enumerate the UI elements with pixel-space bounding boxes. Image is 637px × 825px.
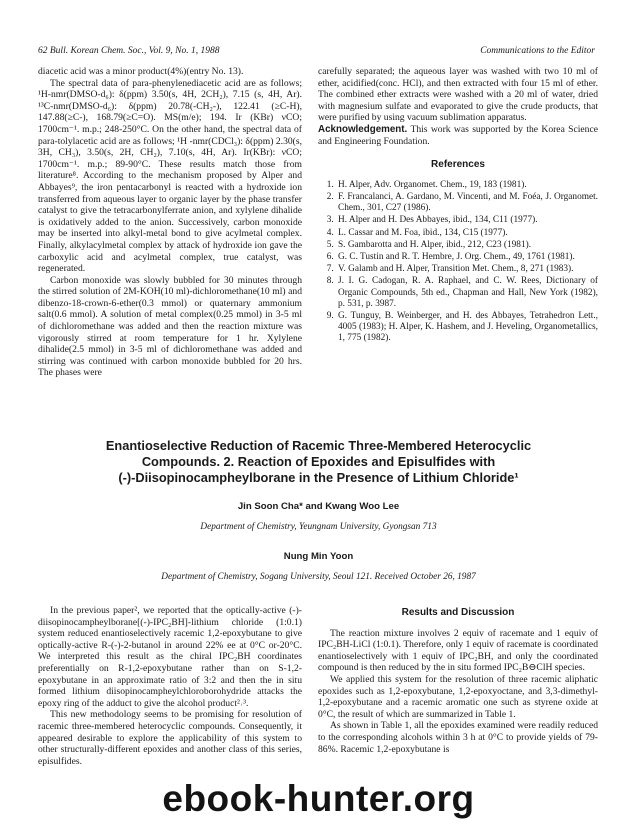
affiliation-secondary: Department of Chemistry, Sogang University, Seoul 121. Received October 26, 1987 (161, 572, 476, 582)
title-line: Enantioselective Reduction of Racemic Three-Membered Heterocyclic (105, 438, 532, 453)
paragraph: We applied this system for the resolution of three racemic aliphatic epoxides such as 1,2-epoxybutane, 1,2-epoxyoctane, and 3,3-dimethyl-1,2-epoxybutane and a racemic aromatic one such as styrene oxide at 0°C, the result of which are summarized in Table 1. (318, 673, 598, 720)
reference-item: 2. F. Francalanci, A. Gardano, M. Vincenti, and M. Foéa, J. Organomet. Chem., 301, C27 (1986). (336, 192, 598, 214)
title-line: (-)-Diisopinocampheylborane in the Presence of Lithium Chloride¹ (118, 470, 519, 485)
reference-item: 6. G. C. Tustin and R. T. Hembre, J. Org. Chem., 49, 1761 (1981). (336, 252, 598, 263)
references-list (318, 180, 598, 345)
affiliation-primary: Department of Chemistry, Yeungnam University, Gyongsan 713 (200, 522, 437, 532)
paragraph: diacetic acid was a minor product(4%)(entry No. 13). (38, 66, 244, 77)
watermark: ebook-hunter.org (162, 778, 475, 819)
paragraph: carefully separated; the aqueous layer was washed with two 10 ml of ether, acidified(conc. HCl), and then extracted with four 15 ml of ether. The combined ether extracts were washed with a 20 ml of water, dried with magnesium sulfate and evaporated to give the crude products, that were purified by using vacuum sublimation apparatus. (318, 66, 598, 124)
reference-item: 8. J. I. G. Cadogan, R. A. Raphael, and C. W. Rees, Dictionary of Organic Compounds, 5th ed., Chapman and Hall, New York (1982), p. 531, p. 3987. (336, 276, 598, 310)
top-left-column (38, 66, 302, 379)
reference-item: 9. G. Tunguy, B. Weinberger, and H. des Abbayes, Tetrahedron Lett., 4005 (1983); H. Alper, K. Hashem, and J. Heveling, Organometallics, 1, 775 (1982). (336, 311, 598, 345)
reference-item: 7. V. Galamb and H. Alper, Transition Met. Chem., 8, 271 (1983). (336, 264, 598, 275)
acknowledgement-heading: Acknowledgement. (318, 123, 408, 135)
authors-primary: Jin Soon Cha* and Kwang Woo Lee (237, 501, 400, 512)
paragraph: As shown in Table 1, all the epoxides examined were readily reduced to the corresponding alcohols within 3 h at 0°C to provide yields of 79-86%. Racemic 1,2-epoxybutane is (318, 720, 598, 755)
paragraph: The spectral data of para-phenylenediacetic acid are as follows; ¹H-nmr(DMSO-d₆): δ(ppm) 3.50(s, 4H, 2CH₂), 7.15 (s, 4H, Ar). ¹³C-nmr(DMSO-d₆): δ(ppm) 20.78(-CH₂-), 122.41 (≥C-H), 147.88(≥C-), 168.79(≥C=O). MS(m/e); 194. Ir (KBr) νCO; 1700cm⁻¹. m.p.; 248-250°C. On the other hand, the spectral data of para-tolylacetic acid are as follows; ¹H -nmr(CDCl₃): δ(ppm) 2.30(s, 3H, CH₃), 3.50(s, 2H, CH₂), 7.10(s, 4H, Ar). Ir(KBr): νCO; 1700cm⁻¹. m.p.; 89-90°C. These results match those from literature⁸. According to the mechanism proposed by Alper and Abbayes⁹, the iron pentacarbonyl is reacted with a hydroxide ion transferred from aqueous layer to organic layer by the phase transfer catalyst to give the tetracarbonylferrate anion, and xylylene dihalide is oxidatively added to the anion. Successively, carbon monoxide may be inserted into alkyl-metal bond to give acylmetal complex. Finally, alkylacylmetal complex by attack of hydroxide ion gave the carboxylic acid and acylmetal complex, true catalyst, was regenerated. (38, 77, 302, 275)
bottom-right-column (318, 605, 598, 755)
paragraph: In the previous paper², we reported that the optically-active (-)-diisopinocampheylborane[(-)-IPC₂BH]-lithium chloride (1:0.1) system reduced enantioselectively racemic 1,2-epoxybutane to give optically-active R-(-)-2-butanol in around 22% ee at 0°C or-20°C. We interpreted this result as the chiral IPC₂BH coordinates preferentially on R-1,2-epoxybutane rather than on S-1,2-epoxybutane in an approximate ratio of 3:2 and then the in situ formed lithium diisopinocampheylchloroborohydride attacks the epoxy ring of the adduct to give the alcohol product²˒³. (38, 605, 302, 709)
reference-item: 5. S. Gambarotta and H. Alper, ibid., 212, C23 (1981). (336, 240, 598, 251)
running-header-left: 62 Bull. Korean Chem. Soc., Vol. 9, No. 1, 1988 (38, 46, 220, 56)
reference-item: 3. H. Alper and H. Des Abbayes, ibid., 134, C11 (1977). (336, 215, 598, 226)
title-line: Compounds. 2. Reaction of Epoxides and Episulfides with (141, 454, 496, 469)
reference-item: 4. L. Cassar and M. Foa, ibid., 134, C15 (1977). (336, 228, 598, 239)
authors-secondary: Nung Min Yoon (283, 551, 354, 562)
reference-item: 1. H. Alper, Adv. Organomet. Chem., 19, 183 (1981). (336, 180, 598, 191)
acknowledgement-text: This work was supported by the Korea Science and Engineering Foundation. (318, 123, 598, 147)
running-header-right: Communications to the Editor (480, 46, 595, 56)
results-heading: Results and Discussion (401, 607, 515, 618)
top-right-column (318, 66, 598, 346)
article-title (30, 438, 607, 486)
paragraph: This new methodology seems to be promising for resolution of racemic three-membered heterocyclic compounds. Consequently, it appeared desirable to explore the applicability of this system to other structurally-different epoxides and another class of this series, episulfides. (38, 709, 302, 767)
paragraph: The reaction mixture involves 2 equiv of racemate and 1 equiv of IPC₂BH-LiCl (1:0.1). Therefore, only 1 equiv of racemate is coordinated enantioselectively with 1 equiv of IPC₂BH, and only the coordinated compound is then reduced by the in situ formed IPC₂B⊖ClH species. (318, 627, 598, 674)
acknowledgement (318, 124, 598, 147)
bottom-left-column (38, 605, 302, 767)
paragraph: Carbon monoxide was slowly bubbled for 30 minutes through the stirred solution of 2M-KOH(10 ml)-dichloromethane(10 ml) and dibenzo-18-crown-6-ether(0.3 mmol) or quaternary ammonium salt(0.6 mmol). A solution of metal complex(0.25 mmol) in 3-5 ml of dichloromethane was added and then the reaction mixture was vigorously stirred at room temperature for 1 hr. Xylylene dihalide(2.5 mmol) in 3-5 ml of dichloromethane was added and stirring was continued with carbon monoxide bubbled for 20 hrs. The phases were (38, 274, 302, 379)
references-heading: References (431, 159, 485, 171)
